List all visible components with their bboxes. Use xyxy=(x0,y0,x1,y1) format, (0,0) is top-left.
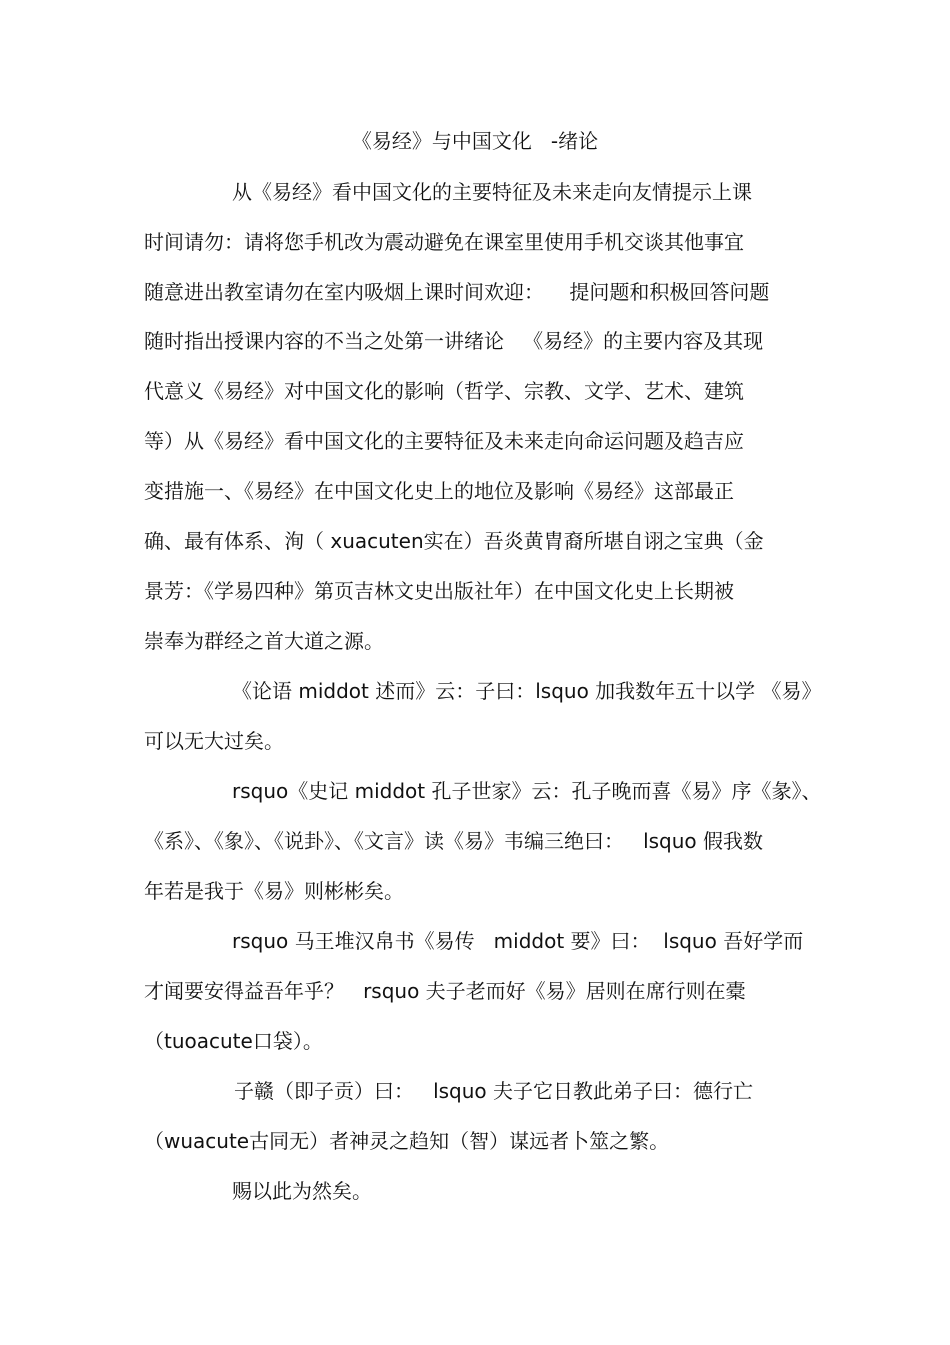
paragraph-line: rsquo 马王堆汉帛书《易传 middot 要》曰： lsquo 吾好学而 xyxy=(232,929,804,953)
paragraph-line: 景芳：《学易四种》第页吉林文史出版社年）在中国文化史上长期被 xyxy=(144,579,734,603)
paragraph-line: 确、最有体系、洵（ xuacuten实在）吾炎黄胄裔所堪自诩之宝典（金 xyxy=(144,529,764,553)
paragraph-line: rsquo《史记 middot 孔子世家》云：孔子晚而喜《易》序《彖》、 xyxy=(232,779,822,803)
paragraph-line: 时间请勿：请将您手机改为震动避免在课室里使用手机交谈其他事宜 xyxy=(144,230,744,254)
paragraph-line: 年若是我于《易》则彬彬矣。 xyxy=(144,879,404,903)
paragraph-line: 《论语 middot 述而》云：子曰：lsquo 加我数年五十以学 《易》 xyxy=(232,679,822,703)
paragraph-line: 等）从《易经》看中国文化的主要特征及未来走向命运问题及趋吉应 xyxy=(144,429,744,453)
paragraph-line: 赐以此为然矣。 xyxy=(232,1179,372,1203)
paragraph-line: 可以无大过矣。 xyxy=(144,729,284,753)
paragraph-line: （tuoacute口袋）。 xyxy=(144,1029,323,1053)
paragraph-line: 子赣（即子贡）曰： lsquo 夫子它日教此弟子曰：德行亡 xyxy=(234,1079,754,1103)
paragraph-line: 才闻要安得益吾年乎？ rsquo 夫子老而好《易》居则在席行则在橐 xyxy=(144,979,746,1003)
paragraph-line: 《系》、《象》、《说卦》、《文言》读《易》韦编三绝曰： lsquo 假我数 xyxy=(144,829,764,853)
paragraph-line: 从《易经》看中国文化的主要特征及未来走向友情提示上课 xyxy=(232,180,752,204)
paragraph-line: 随意进出教室请勿在室内吸烟上课时间欢迎： 提问题和积极回答问题 xyxy=(144,280,770,304)
paragraph-line: 随时指出授课内容的不当之处第一讲绪论 《易经》的主要内容及其现 xyxy=(144,329,764,353)
paragraph-line: （wuacute古同无）者神灵之趋知（智）谋远者卜筮之繁。 xyxy=(144,1129,670,1153)
document-title: 《易经》与中国文化 -绪论 xyxy=(351,129,599,153)
paragraph-line: 代意义《易经》对中国文化的影响（哲学、宗教、文学、艺术、建筑 xyxy=(144,379,744,403)
paragraph-line: 变措施一、《易经》在中国文化史上的地位及影响《易经》这部最正 xyxy=(144,479,734,503)
paragraph-line: 崇奉为群经之首大道之源。 xyxy=(144,629,384,653)
